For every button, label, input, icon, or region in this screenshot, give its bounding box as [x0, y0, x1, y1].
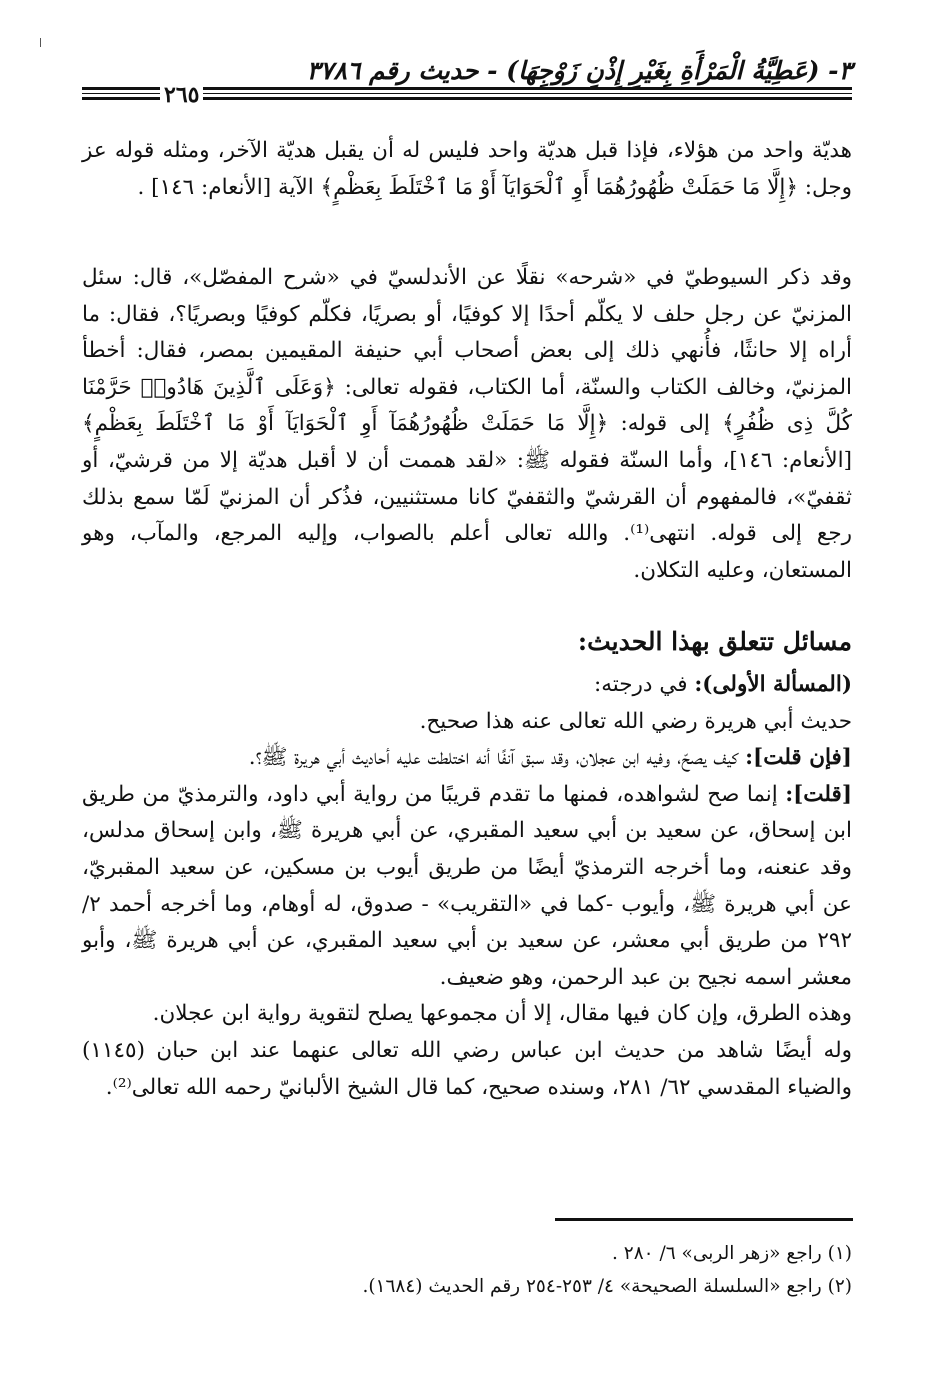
paragraph-1: هديّة واحد من هؤلاء، فإذا قبل هديّة واحد فليس له أن يقبل هديّة الآخر، ومثله قوله عز وجل: ﴿إِلَّا مَا حَمَلَتْ ظُهُورُهُمَا أَوِ ٱلْحَوَايَآ أَوْ مَا ٱخْتَلَطَ بِعَظْمٍ﴾ الآية [الأنعام: ١٤٦] .	[82, 138, 852, 200]
footnote-separator	[555, 1218, 853, 1221]
page-number: ٢٦٥	[160, 82, 203, 108]
paragraph-2: وقد ذكر السيوطيّ في «شرحه» نقلًا عن الأندلسيّ في «شرح المفصّل»، قال: سئل المزنيّ عن رجل حلف لا يكلّم أحدًا إلا كوفيًا، أو بصريًا، فكلّم كوفيًا وبصريًا؟، فقال: ما أراه إلا حانثًا، فأُنهي ذلك إلى بعض أصحاب أبي حنيفة المقيمين بمصر، فقال: أخطأ المزنيّ، وخالف الكتاب والسنّة، أما الكتاب، فقوله تعالى: ﴿وَعَلَى ٱلَّذِينَ هَادُوا۟ حَرَّمْنَا كُلَّ ذِى ظُفُرٍ﴾ إلى قوله: ﴿إِلَّا مَا حَمَلَتْ ظُهُورُهُمَآ أَوِ ٱلْحَوَايَآ أَوْ مَا ٱخْتَلَطَ بِعَظْمٍ﴾ [الأنعام: ١٤٦]، وأما السنّة فقوله ﷺ: «لقد هممت أن لا أقبل هديّة إلا من قرشيّ، أو ثقفيّ»، فالمفهوم أن القرشيّ والثقفيّ كانا مستثنيين، فذُكر أن المزنيّ لَمّا سمع بذلك رجع إلى قوله. انتهى⁽¹⁾. والله تعالى أعلم بالصواب، وإليه المرجع، والمآب، وهو المستعان، وعليه التكلان.	[82, 265, 852, 583]
paragraph-suyuti	[82, 260, 852, 589]
issue-1-text: في درجته:	[594, 672, 695, 697]
issue-1	[82, 667, 852, 704]
question-paragraph	[82, 740, 852, 777]
footnotes	[82, 1237, 852, 1303]
question-label: [فإن قلت]:	[745, 745, 852, 771]
footnote-2: (٢) راجع «السلسلة الصحيحة» ٤/ ٢٥٣-٢٥٤ رقم الحديث (١٦٨٤).	[362, 1276, 852, 1297]
chapter-title: ٣- (عَطِيَّةُ الْمَرْأَةِ بِغَيْرِ إِذْنِ زَوْجِهَا) - حديث رقم ٣٧٨٦	[306, 56, 852, 85]
paragraph-4: وهذه الطرق، وإن كان فيها مقال، إلا أن مجموعها يصلح لتقوية رواية ابن عجلان.	[152, 1001, 852, 1027]
paragraph-5: وله أيضًا شاهد من حديث ابن عباس رضي الله تعالى عنهما عند ابن حبان (١١٤٥) والضياء المقدسي ٦٢/ ٢٨١، وسنده صحيح، كما قال الشيخ الألبانيّ رحمه الله تعالى⁽²⁾.	[82, 1037, 852, 1100]
paragraph-intro	[82, 133, 852, 206]
paragraph-3: حديث أبي هريرة رضي الله تعالى عنه هذا صحيح.	[419, 708, 852, 734]
section-heading: مسائل تتعلق بهذا الحديث:	[577, 627, 852, 656]
issue-1-label: (المسألة الأولى):	[694, 672, 852, 697]
issue-block	[82, 667, 852, 1106]
page-header	[82, 56, 852, 108]
footnote-1: (١) راجع «زهر الربى» ٦/ ٢٨٠ .	[612, 1243, 852, 1264]
answer-paragraph	[82, 777, 852, 997]
answer-label: [قلت]:	[785, 781, 852, 807]
answer-text: إنما صح لشواهده، فمنها ما تقدم قريبًا من رواية أبي داود، والترمذيّ من طريق ابن إسحاق، عن سعيد بن أبي سعيد المقبري، عن أبي هريرة ﷺ، وابن إسحاق مدلس، وقد عنعنه، وما أخرجه الترمذيّ أيضًا من طريق أيوب بن مسكين، عن سعيد المقبريّ، عن أبي هريرة ﷺ، وأيوب -كما في «التقريب» - صدوق، له أوهام، وما أخرجه أحمد ٢/ ٢٩٢ من طريق أبي معشر، عن سعيد بن أبي سعيد المقبري، عن أبي هريرة ﷺ، وأبو معشر اسمه نجيح بن عبد الرحمن، وهو ضعيف.	[82, 781, 852, 990]
scan-mark	[40, 38, 41, 47]
question-text: كيف يصحّ، وفيه ابن عجلان، وقد سبق آنفًا أنه اختلطت عليه أحاديث أبي هريرة ﷺ؟.	[248, 745, 746, 771]
